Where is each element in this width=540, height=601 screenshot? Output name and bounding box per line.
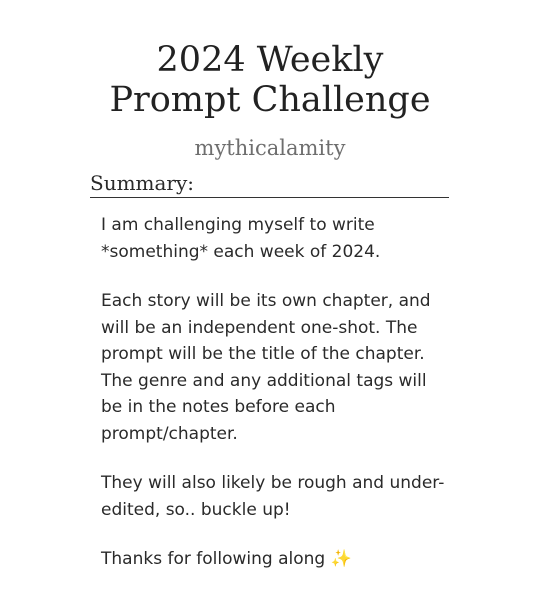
summary-paragraph: I am challenging myself to write *something* each week of 2024. [101,215,381,262]
summary-closing-text: Thanks for following along [101,549,326,569]
author-name[interactable]: mythicalamity [194,136,346,160]
summary-paragraph-closing [101,546,451,573]
work-title-line-2: Prompt Challenge [109,80,431,120]
summary-paragraph: They will also likely be rough and under-edited, so.. buckle up! [101,473,445,520]
summary-body [101,212,451,596]
sparkles-icon: ✨ [330,549,352,569]
summary-heading: Summary: [90,170,449,198]
summary-paragraph: Each story will be its own chapter, and will be an independent one-shot. The prompt will be the title of the chapter. The genre and any additional tags will be in the notes before each prompt/chapter. [101,291,431,444]
work-title-line-1: 2024 Weekly [156,40,384,80]
work-title [0,40,540,120]
